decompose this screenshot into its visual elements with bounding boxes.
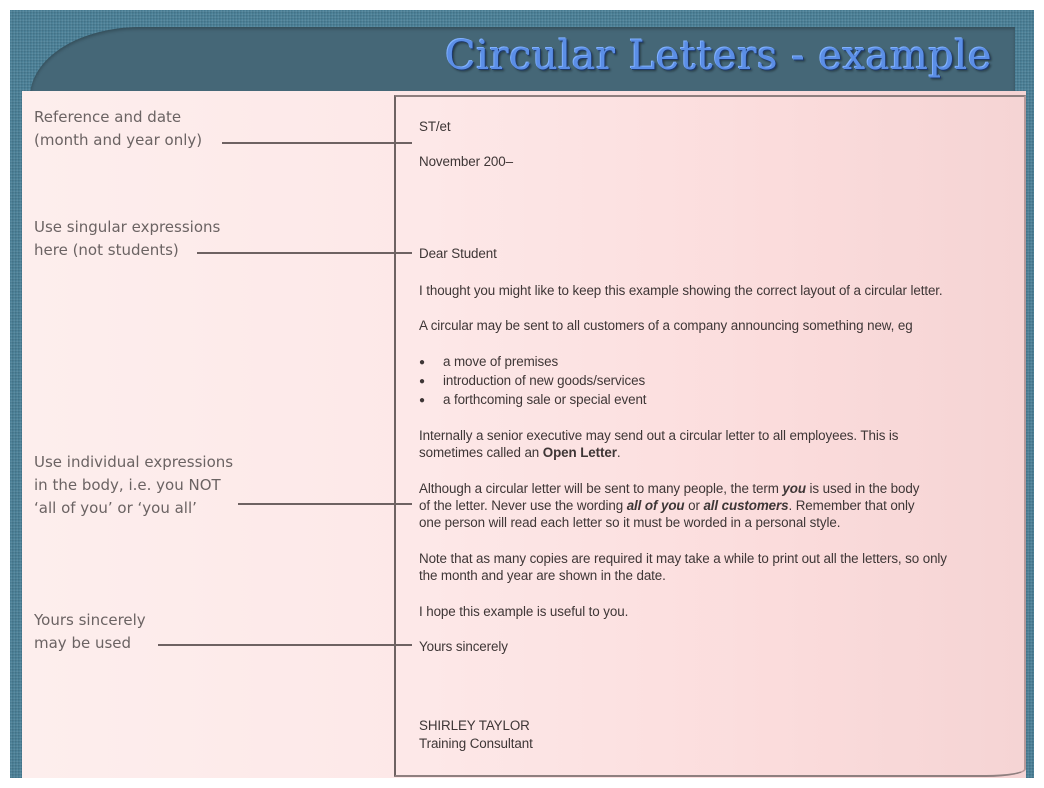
letter-closing: Yours sincerely: [419, 639, 508, 654]
annotation-singular-expressions: [34, 216, 220, 262]
letter-paragraph-note-line2: the month and year are shown in the date.: [419, 568, 666, 583]
leader-line-closing: [158, 644, 412, 646]
bullet-icon: ●: [419, 395, 425, 406]
open-letter-term: Open Letter: [542, 445, 617, 460]
letter-paragraph-internal: Internally a senior executive may send out a circular letter to all employees. This is: [419, 428, 899, 443]
annotation-line: here (not students): [34, 241, 179, 259]
letter-salutation: Dear Student: [419, 246, 497, 261]
bullet-icon: ●: [419, 357, 425, 368]
annotation-line: Use individual expressions: [34, 453, 234, 471]
letter-signatory-title: Training Consultant: [419, 736, 533, 751]
letter-bullet-item: ● a move of premises: [419, 354, 559, 369]
letter-bullet-item: ● introduction of new goods/services: [419, 373, 646, 388]
leader-line-body: [238, 503, 412, 505]
letter-paragraph-circular: A circular may be sent to all customers of a company announcing something new, eg: [419, 318, 913, 333]
letter-paragraph-you-line2: of the letter. Never use the wording all of you or all customers. Remember that only: [419, 498, 915, 513]
letter-paragraph-hope: I hope this example is useful to you.: [419, 604, 629, 619]
letter-paragraph-internal-line2: sometimes called an Open Letter.: [419, 445, 621, 460]
annotation-line: may be used: [34, 634, 132, 652]
letter-paragraph-intro: I thought you might like to keep this example showing the correct layout of a circular letter.: [419, 283, 943, 298]
annotation-line: Yours sincerely: [34, 611, 146, 629]
annotation-individual-expressions: [34, 451, 233, 520]
slide-title: Circular Letters - example: [445, 33, 992, 79]
bullet-icon: ●: [419, 376, 425, 387]
letter-paragraph-you-line3: one person will read each letter so it must be worded in a personal style.: [419, 515, 841, 530]
letter-reference: ST/et: [419, 119, 451, 134]
letter-bullet-item: ● a forthcoming sale or special event: [419, 392, 647, 407]
annotation-line: Use singular expressions: [34, 218, 221, 236]
letter-signatory-name: SHIRLEY TAYLOR: [419, 718, 530, 733]
annotation-line: ‘all of you’ or ‘you all’: [34, 499, 197, 517]
leader-line-salutation: [197, 252, 412, 254]
letter-date: November 200–: [419, 154, 513, 169]
annotation-yours-sincerely: [34, 609, 146, 655]
letter-paragraph-you-line1: Although a circular letter will be sent to many people, the term you is used in the body: [419, 481, 920, 496]
annotation-line: Reference and date: [34, 108, 182, 126]
scanned-letter-figure: [22, 91, 1026, 778]
leader-line-date: [222, 142, 412, 144]
letter-paragraph-note-line1: Note that as many copies are required it may take a while to print out all the letters, so only: [419, 551, 947, 566]
annotation-line: (month and year only): [34, 131, 203, 149]
annotation-line: in the body, i.e. you NOT: [34, 476, 221, 494]
annotation-reference-date: [34, 106, 202, 152]
